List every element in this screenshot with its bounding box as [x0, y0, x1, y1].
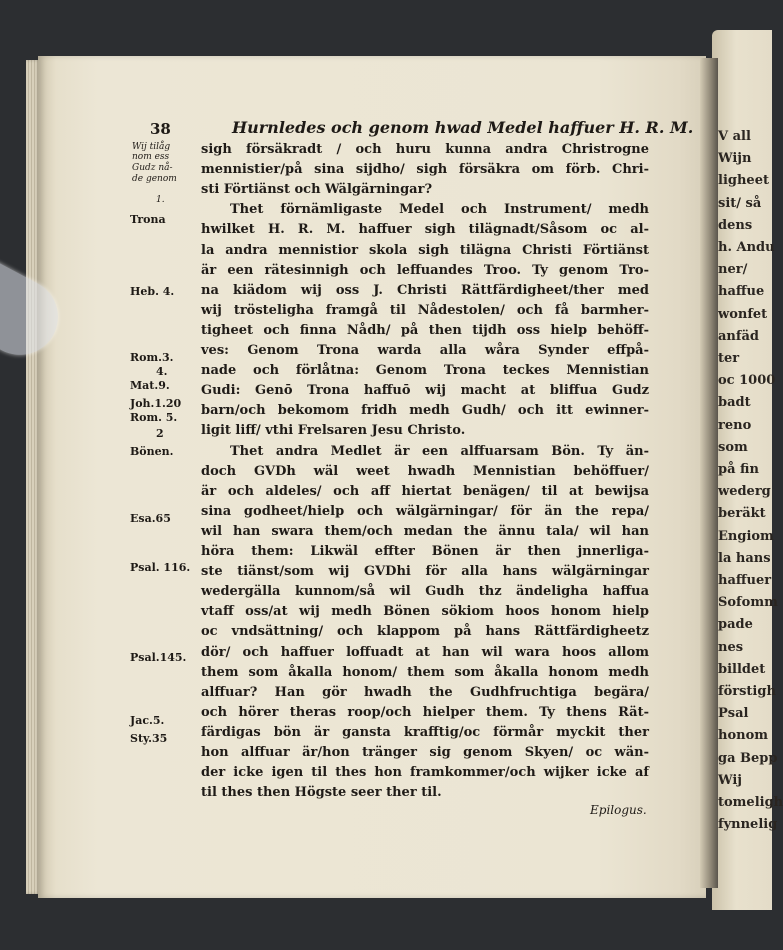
body-line: ste tiänst/som wij GVDhi för alla hans wälgärningar — [201, 564, 649, 580]
body-line: til thes then Högste seer ther til. — [201, 785, 442, 801]
margin-note: Trona — [130, 213, 166, 226]
facing-page-fragment: Sofomm — [718, 595, 778, 611]
facing-page-fragment: oc 1000 — [718, 373, 776, 389]
body-line: them som åkalla honom/ them som åkalla honom medh — [201, 664, 649, 680]
facing-page-fragment: haffue — [718, 284, 765, 300]
facing-page-fragment: billdet — [718, 661, 766, 677]
running-head: Hurnledes och genom hwad Medel haffuer H. R. M. — [232, 118, 694, 137]
facing-page-fragment: haffuer — [718, 573, 772, 588]
body-line: wedergälla kunnom/så wil Gudh thz ändeligha haffua — [201, 584, 649, 600]
margin-note: Sty.35 — [130, 732, 168, 745]
page-number: 38 — [150, 120, 171, 138]
facing-page-fragment: som — [718, 439, 748, 455]
body-line: färdigas bön är gansta krafftig/oc förmår myckit ther — [201, 724, 649, 740]
body-line: na kiädom wij oss J. Christi Rättfärdigheet/ther med — [201, 282, 649, 298]
facing-page-fragment: ga Bepp — [718, 750, 778, 766]
body-line: Thet förnämligaste Medel och Instrument/ medh — [230, 202, 649, 218]
catchword: Epilogus. — [590, 803, 647, 817]
facing-page-fragment: nes — [718, 639, 744, 655]
body-line: sina godheet/hielp och wälgärningar/ för än the repa/ — [201, 503, 649, 519]
facing-page-fragment: honom — [718, 728, 769, 744]
facing-page-fragment: ter — [718, 351, 740, 366]
body-line: alffuar? Han gör hwadh the Gudhfruchtiga begära/ — [201, 684, 649, 700]
body-line: mennistier/på sina sijdho/ sigh försäkra om förb. Chri- — [201, 162, 649, 178]
facing-page-fragment: wonfet — [718, 306, 768, 322]
facing-page — [712, 30, 783, 910]
body-line: sti Förtiänst och Wälgärningar? — [201, 182, 433, 198]
body-line: Thet andra Medlet är een alffuarsam Bön. Ty än- — [230, 443, 649, 459]
facing-page-fragment: wederg — [718, 484, 771, 500]
facing-page-fragment: dens — [718, 217, 753, 233]
facing-page-fragment: Wij — [718, 772, 743, 788]
facing-page-fragment: pade — [718, 617, 753, 633]
body-line: dör/ och haffuer loffuadt at han wil wara hoos allom — [201, 644, 649, 660]
facing-page-fragment: ner/ — [718, 262, 748, 278]
facing-page-fragment: reno — [718, 417, 752, 433]
facing-page-fragment: tomeligh — [718, 795, 783, 810]
body-line: sigh försäkradt / och huru kunna andra Christrogne — [201, 142, 649, 157]
body-line: och hörer theras roop/och hielper them. Ty thens Rät- — [201, 704, 649, 720]
body-line: oc vndsättning/ och klappom på hans Rättfärdigheetz — [201, 624, 649, 640]
facing-page-fragment: förstigh — [718, 684, 776, 699]
body-line: la andra mennistior skola sigh tilägna Christi Förtiänst — [201, 242, 649, 258]
facing-page-fragment: la hans — [718, 550, 771, 566]
body-line: doch GVDh wäl weet hwadh Mennistian behöffuer/ — [201, 463, 649, 479]
facing-page-fragment: h. Andu — [718, 240, 775, 255]
body-line: ves: Genom Trona warda alla wåra Synder effpå- — [201, 343, 649, 358]
body-line: nade och förlåtna: Genom Trona teckes Mennistian — [201, 363, 649, 379]
margin-note: Joh.1.20 — [130, 397, 182, 410]
body-line: hon alffuar är/hon tränger sig genom Skyen/ oc wän- — [201, 745, 649, 760]
margin-note: 2 — [156, 427, 164, 440]
body-line: der icke igen til thes hon framkommer/och wijker icke af — [201, 765, 649, 781]
margin-note: Jac.5. — [130, 714, 165, 727]
facing-page-fragment: anfäd — [718, 328, 759, 344]
facing-page-fragment: beräkt — [718, 506, 766, 522]
facing-page-fragment: V all — [718, 129, 751, 144]
body-line: barn/och bekomom fridh medh Gudh/ och itt ewinner- — [201, 403, 649, 419]
facing-page-fragment: Wijn — [718, 151, 752, 167]
facing-page-fragment: Psal — [718, 706, 749, 722]
margin-note: Psal. 116. — [130, 561, 191, 574]
body-line: hwilket H. R. M. haffuer sigh tilägnadt/Såsom oc al- — [201, 222, 649, 238]
body-line: wil han swara them/och medan the ännu tala/ wil han — [201, 523, 649, 539]
margin-note: nom ess — [132, 152, 170, 162]
margin-note: Bönen. — [130, 445, 174, 458]
facing-page-fragment: ligheet — [718, 173, 769, 189]
margin-note: Gudz nå- — [132, 163, 173, 173]
margin-note: Rom.3. — [130, 351, 174, 364]
body-line: höra them: Likwäl effter Bönen är then jnnerliga- — [201, 544, 649, 559]
body-line: är och aldeles/ och aff hiertat benägen/ til at bewijsa — [201, 483, 649, 499]
margin-note: Wij tilåg — [132, 142, 171, 152]
margin-note: Esa.65 — [130, 512, 171, 525]
facing-page-fragment: badt — [718, 395, 751, 411]
facing-page-fragment: fynnelig — [718, 817, 778, 833]
margin-note: Heb. 4. — [130, 285, 175, 298]
facing-page-fragment: Engiom — [718, 528, 774, 544]
margin-note: de genom — [132, 174, 177, 184]
body-line: Gudi: Genō Trona haffuō wij macht at bliffua Gudz — [201, 383, 649, 399]
body-line: ligit liff/ vthi Frelsaren Jesu Christo. — [201, 423, 466, 439]
book-gutter — [700, 58, 718, 888]
margin-note: 4. — [156, 365, 168, 378]
margin-note: 1. — [156, 195, 165, 205]
margin-note: Rom. 5. — [130, 411, 178, 424]
body-line: wij tröstelighа framgå til Nådestolen/ och få barmher- — [201, 302, 649, 318]
margin-note: Mat.9. — [130, 379, 170, 392]
body-line: är een rätesinnigh och leffuandes Troo. Ty genom Tro- — [201, 262, 649, 278]
facing-page-fragment: sit/ så — [718, 195, 762, 211]
facing-page-fragment: på fin — [718, 462, 759, 477]
body-line: vtaff oss/at wij medh Bönen sökiom hoos honom hielp — [201, 604, 649, 620]
margin-note: Psal.145. — [130, 651, 187, 664]
body-line: tigheet och finna Nådh/ på then tijdh oss hielp behöff- — [201, 322, 649, 338]
